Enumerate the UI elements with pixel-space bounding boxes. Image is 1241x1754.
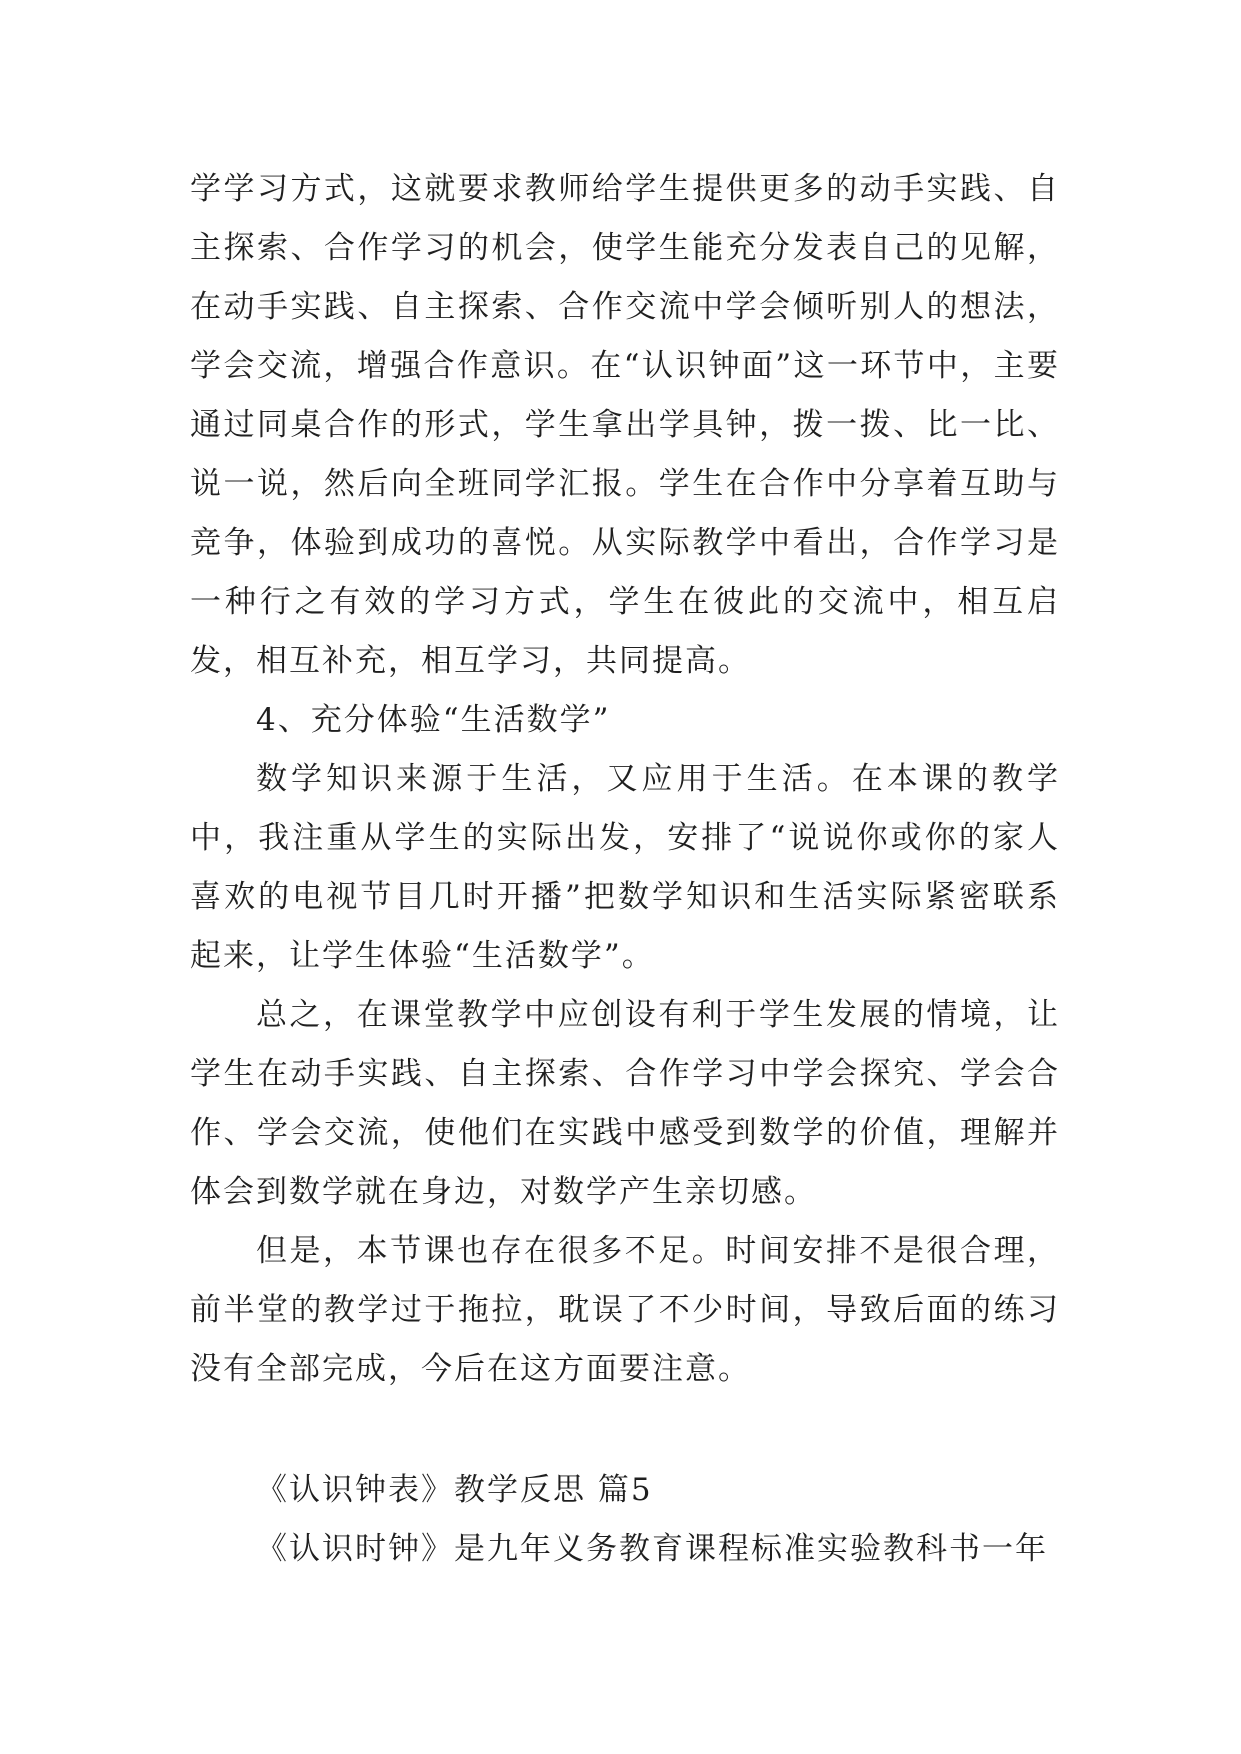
section-title: 《认识钟表》教学反思 篇5 — [256, 1472, 653, 1508]
heading-life-math: 4、充分体验“生活数学” — [256, 702, 611, 738]
paragraph-cooperative-learning: 学学习方式，这就要求教师给学生提供更多的动手实践、自主探索、合作学习的机会，使学生能充分发表自己的见解，在动手实践、自主探索、合作交流中学会倾听别人的想法，学会交流，增强合作意识。在“认识钟面”这一环节中，主要通过同桌合作的形式，学生拿出学具钟，拨一拨、比一比、说一说，然后向全班同学汇报。学生在合作中分享着互助与竞争，体验到成功的喜悦。从实际教学中看出，合作学习是一种行之有效的学习方式，学生在彼此的交流中，相互启发，相互补充，相互学习，共同提高。 — [190, 171, 1060, 679]
paragraph-shortcomings: 但是，本节课也存在很多不足。时间安排不是很合理，前半堂的教学过于拖拉，耽误了不少时间，导致后面的练习没有全部完成，今后在这方面要注意。 — [190, 1233, 1060, 1387]
section-spacer — [190, 1399, 1060, 1461]
document-body — [190, 160, 1060, 1579]
paragraph-next-section: 《认识时钟》是九年义务教育课程标准实验教科书一年 — [256, 1531, 1048, 1567]
paragraph-life-math: 数学知识来源于生活，又应用于生活。在本课的教学中，我注重从学生的实际出发，安排了“说说你或你的家人喜欢的电视节目几时开播”把数学知识和生活实际紧密联系起来，让学生体验“生活数学”。 — [190, 761, 1060, 974]
paragraph-summary: 总之，在课堂教学中应创设有利于学生发展的情境，让学生在动手实践、自主探索、合作学习中学会探究、学会合作、学会交流，使他们在实践中感受到数学的价值，理解并体会到数学就在身边，对数学产生亲切感。 — [190, 997, 1060, 1210]
